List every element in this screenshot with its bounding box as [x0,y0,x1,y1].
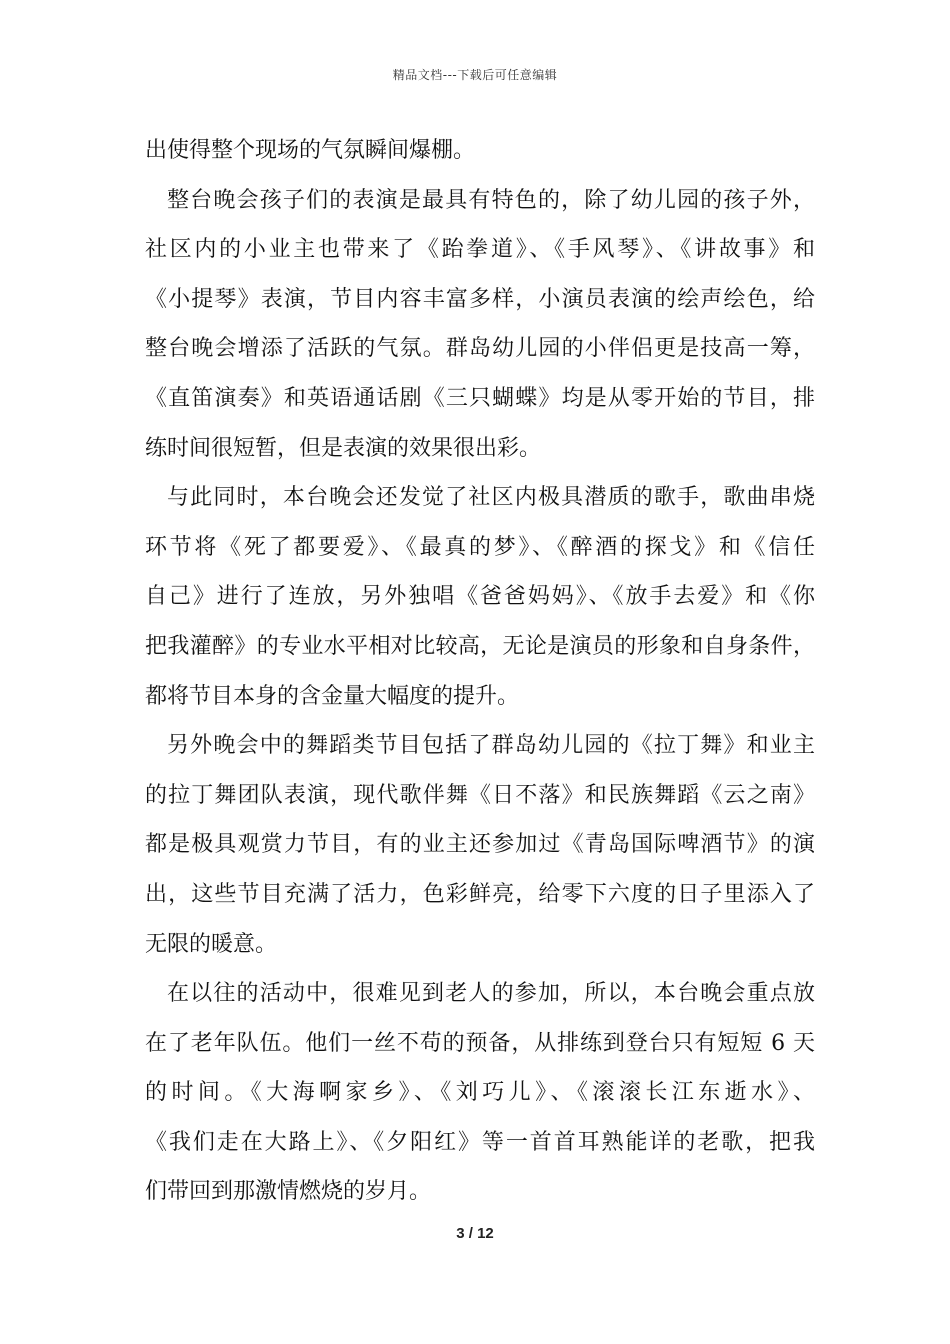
paragraph-line: 把我灌醉》的专业水平相对比较高，无论是演员的形象和自身条件， [145,633,815,659]
paragraph-line: 在了老年队伍。他们一丝不苟的预备，从排练到登台只有短短 6 天 [145,1030,815,1056]
paragraph-line: 出使得整个现场的气氛瞬间爆棚。 [145,138,476,163]
paragraph-line: 出，这些节目充满了活力，色彩鲜亮，给零下六度的日子里添入了 [145,881,815,907]
paragraph-line: 另外晚会中的舞蹈类节目包括了群岛幼儿园的《拉丁舞》和业主 [167,733,815,759]
page-header: 精品文档---下载后可任意编辑 [392,68,558,82]
paragraph-line: 练时间很短暂，但是表演的效果很出彩。 [145,435,542,461]
paragraph-line: 的时间。《大海啊家乡》、《刘巧儿》、《滚滚长江东逝水》、 [145,1080,815,1106]
paragraph-line: 《直笛演奏》和英语通话剧《三只蝴蝶》均是从零开始的节目，排 [145,385,815,411]
paragraph-line: 环节将《死了都要爱》、《最真的梦》、《醉酒的探戈》和《信任 [145,534,815,560]
paragraph-line: 在以往的活动中，很难见到老人的参加，所以，本台晚会重点放 [167,981,815,1007]
document-body [145,126,815,1217]
paragraph-line: 社区内的小业主也带来了《跆拳道》、《手风琴》、《讲故事》和 [145,237,815,263]
paragraph-line: 《我们走在大路上》、《夕阳红》等一首首耳熟能详的老歌，把我 [145,1129,815,1155]
paragraph-line: 自己》进行了连放，另外独唱《爸爸妈妈》、《放手去爱》和《你 [145,584,815,610]
paragraph-line: 《小提琴》表演，节目内容丰富多样，小演员表演的绘声绘色，给 [145,286,815,312]
paragraph-line: 们带回到那激情燃烧的岁月。 [145,1179,432,1205]
paragraph-line: 整台晚会孩子们的表演是最具有特色的，除了幼儿园的孩子外， [167,187,815,213]
paragraph-line: 无限的暖意。 [145,931,278,957]
paragraph-line: 都是极具观赏力节目，有的业主还参加过《青岛国际啤酒节》的演 [145,832,815,858]
paragraph-line: 整台晚会增添了活跃的气氛。群岛幼儿园的小伴侣更是技高一筹， [145,336,815,362]
paragraph-line: 与此同时，本台晚会还发觉了社区内极具潜质的歌手，歌曲串烧 [167,485,815,511]
paragraph-line: 的拉丁舞团队表演，现代歌伴舞《日不落》和民族舞蹈《云之南》 [145,782,815,808]
paragraph-line: 都将节目本身的含金量大幅度的提升。 [145,683,520,709]
page-number: 3 / 12 [456,1225,494,1242]
